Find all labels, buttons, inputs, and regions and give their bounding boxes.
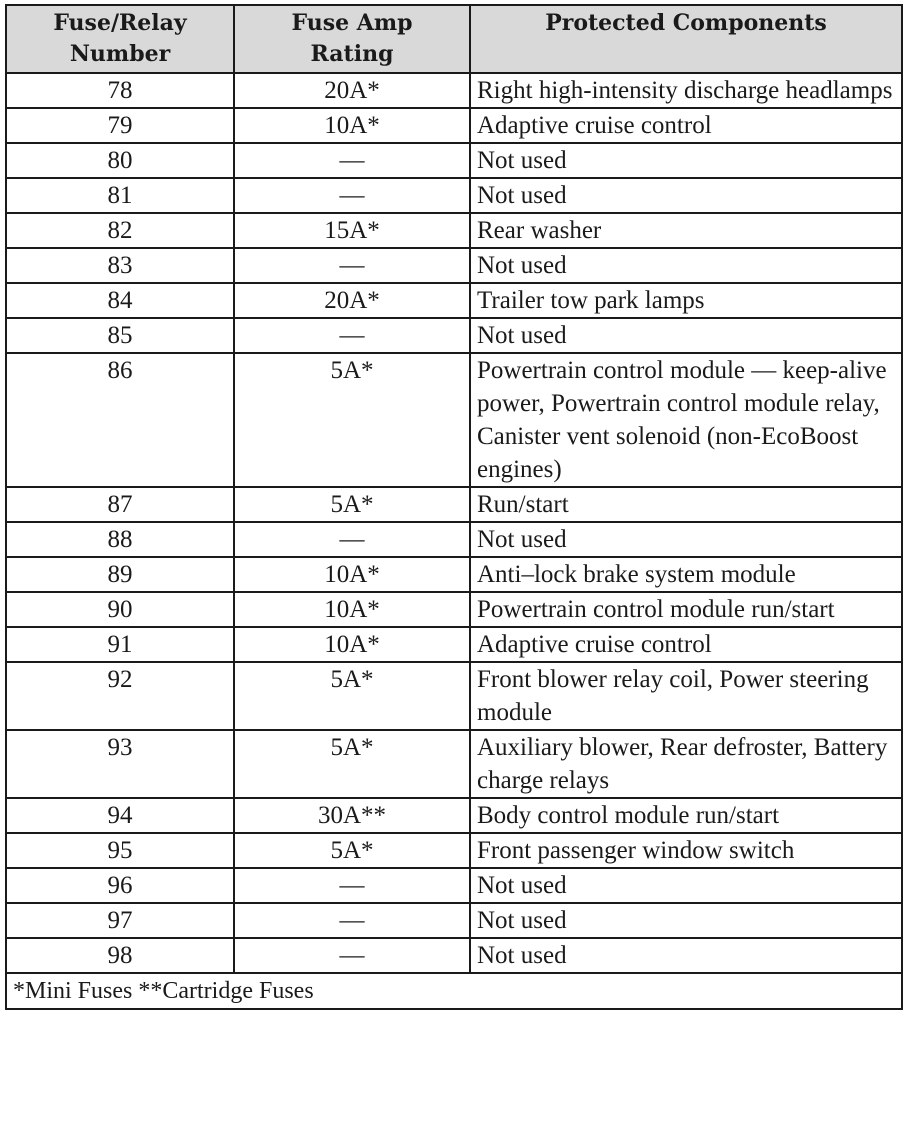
- table-footer: [6, 973, 902, 1009]
- fuse-number-cell: 97: [6, 903, 234, 938]
- protected-components-cell: Not used: [470, 522, 902, 557]
- table-row: [6, 557, 902, 592]
- table-row: [6, 522, 902, 557]
- protected-components-cell: Rear washer: [470, 213, 902, 248]
- amp-rating-cell: 5A*: [234, 487, 470, 522]
- fuse-number-cell: 80: [6, 143, 234, 178]
- protected-components-cell: Run/start: [470, 487, 902, 522]
- fuse-number-cell: 78: [6, 73, 234, 108]
- protected-components-cell: Not used: [470, 938, 902, 973]
- fuse-number-cell: 93: [6, 730, 234, 798]
- amp-rating-cell: —: [234, 938, 470, 973]
- table-row: [6, 353, 902, 487]
- fuse-number-cell: 82: [6, 213, 234, 248]
- fuse-number-cell: 84: [6, 283, 234, 318]
- protected-components-cell: Anti–lock brake system module: [470, 557, 902, 592]
- header-amp-rating: Fuse Amp Rating: [234, 5, 470, 73]
- table-row: [6, 487, 902, 522]
- fuse-number-cell: 86: [6, 353, 234, 487]
- protected-components-cell: Powertrain control module run/start: [470, 592, 902, 627]
- header-fuse-number: Fuse/Relay Number: [6, 5, 234, 73]
- footnote: *Mini Fuses **Cartridge Fuses: [6, 973, 902, 1009]
- amp-rating-cell: —: [234, 903, 470, 938]
- protected-components-cell: Adaptive cruise control: [470, 108, 902, 143]
- table-body: [6, 73, 902, 973]
- fuse-number-cell: 81: [6, 178, 234, 213]
- amp-rating-cell: —: [234, 868, 470, 903]
- table-row: [6, 73, 902, 108]
- protected-components-cell: Adaptive cruise control: [470, 627, 902, 662]
- table-row: [6, 798, 902, 833]
- table-row: [6, 592, 902, 627]
- protected-components-cell: Trailer tow park lamps: [470, 283, 902, 318]
- fuse-number-cell: 90: [6, 592, 234, 627]
- amp-rating-cell: 10A*: [234, 592, 470, 627]
- fuse-number-cell: 98: [6, 938, 234, 973]
- protected-components-cell: Front passenger window switch: [470, 833, 902, 868]
- protected-components-cell: Powertrain control module — keep-alive power, Powertrain control module relay, Canister vent solenoid (non-EcoBoost engines): [470, 353, 902, 487]
- fuse-number-cell: 95: [6, 833, 234, 868]
- fuse-number-cell: 83: [6, 248, 234, 283]
- amp-rating-cell: 30A**: [234, 798, 470, 833]
- header-protected-components: Protected Components: [470, 5, 902, 73]
- table-row: [6, 662, 902, 730]
- fuse-number-cell: 94: [6, 798, 234, 833]
- protected-components-cell: Not used: [470, 318, 902, 353]
- fuse-number-cell: 92: [6, 662, 234, 730]
- table-row: [6, 833, 902, 868]
- table-row: [6, 178, 902, 213]
- amp-rating-cell: —: [234, 248, 470, 283]
- table-row: [6, 143, 902, 178]
- amp-rating-cell: 10A*: [234, 627, 470, 662]
- amp-rating-cell: 5A*: [234, 833, 470, 868]
- protected-components-cell: Front blower relay coil, Power steering module: [470, 662, 902, 730]
- protected-components-cell: Not used: [470, 248, 902, 283]
- fuse-number-cell: 96: [6, 868, 234, 903]
- protected-components-cell: Not used: [470, 178, 902, 213]
- table-row: [6, 938, 902, 973]
- protected-components-cell: Not used: [470, 143, 902, 178]
- fuse-number-cell: 89: [6, 557, 234, 592]
- protected-components-cell: Body control module run/start: [470, 798, 902, 833]
- amp-rating-cell: 5A*: [234, 662, 470, 730]
- amp-rating-cell: 10A*: [234, 557, 470, 592]
- amp-rating-cell: 15A*: [234, 213, 470, 248]
- amp-rating-cell: 20A*: [234, 73, 470, 108]
- amp-rating-cell: 10A*: [234, 108, 470, 143]
- amp-rating-cell: 20A*: [234, 283, 470, 318]
- protected-components-cell: Not used: [470, 868, 902, 903]
- fuse-table: [5, 4, 903, 1010]
- amp-rating-cell: —: [234, 178, 470, 213]
- table-row: [6, 283, 902, 318]
- amp-rating-cell: —: [234, 522, 470, 557]
- table-row: [6, 318, 902, 353]
- footnote-row: [6, 973, 902, 1009]
- table-row: [6, 730, 902, 798]
- protected-components-cell: Not used: [470, 903, 902, 938]
- amp-rating-cell: —: [234, 318, 470, 353]
- fuse-number-cell: 88: [6, 522, 234, 557]
- fuse-number-cell: 85: [6, 318, 234, 353]
- table-header: [6, 5, 902, 73]
- amp-rating-cell: —: [234, 143, 470, 178]
- fuse-number-cell: 87: [6, 487, 234, 522]
- table-row: [6, 903, 902, 938]
- table-row: [6, 248, 902, 283]
- header-row: [6, 5, 902, 73]
- protected-components-cell: Right high-intensity discharge headlamps: [470, 73, 902, 108]
- table-row: [6, 868, 902, 903]
- fuse-number-cell: 79: [6, 108, 234, 143]
- table-row: [6, 108, 902, 143]
- fuse-number-cell: 91: [6, 627, 234, 662]
- amp-rating-cell: 5A*: [234, 730, 470, 798]
- table-row: [6, 213, 902, 248]
- amp-rating-cell: 5A*: [234, 353, 470, 487]
- table-row: [6, 627, 902, 662]
- protected-components-cell: Auxiliary blower, Rear defroster, Battery charge relays: [470, 730, 902, 798]
